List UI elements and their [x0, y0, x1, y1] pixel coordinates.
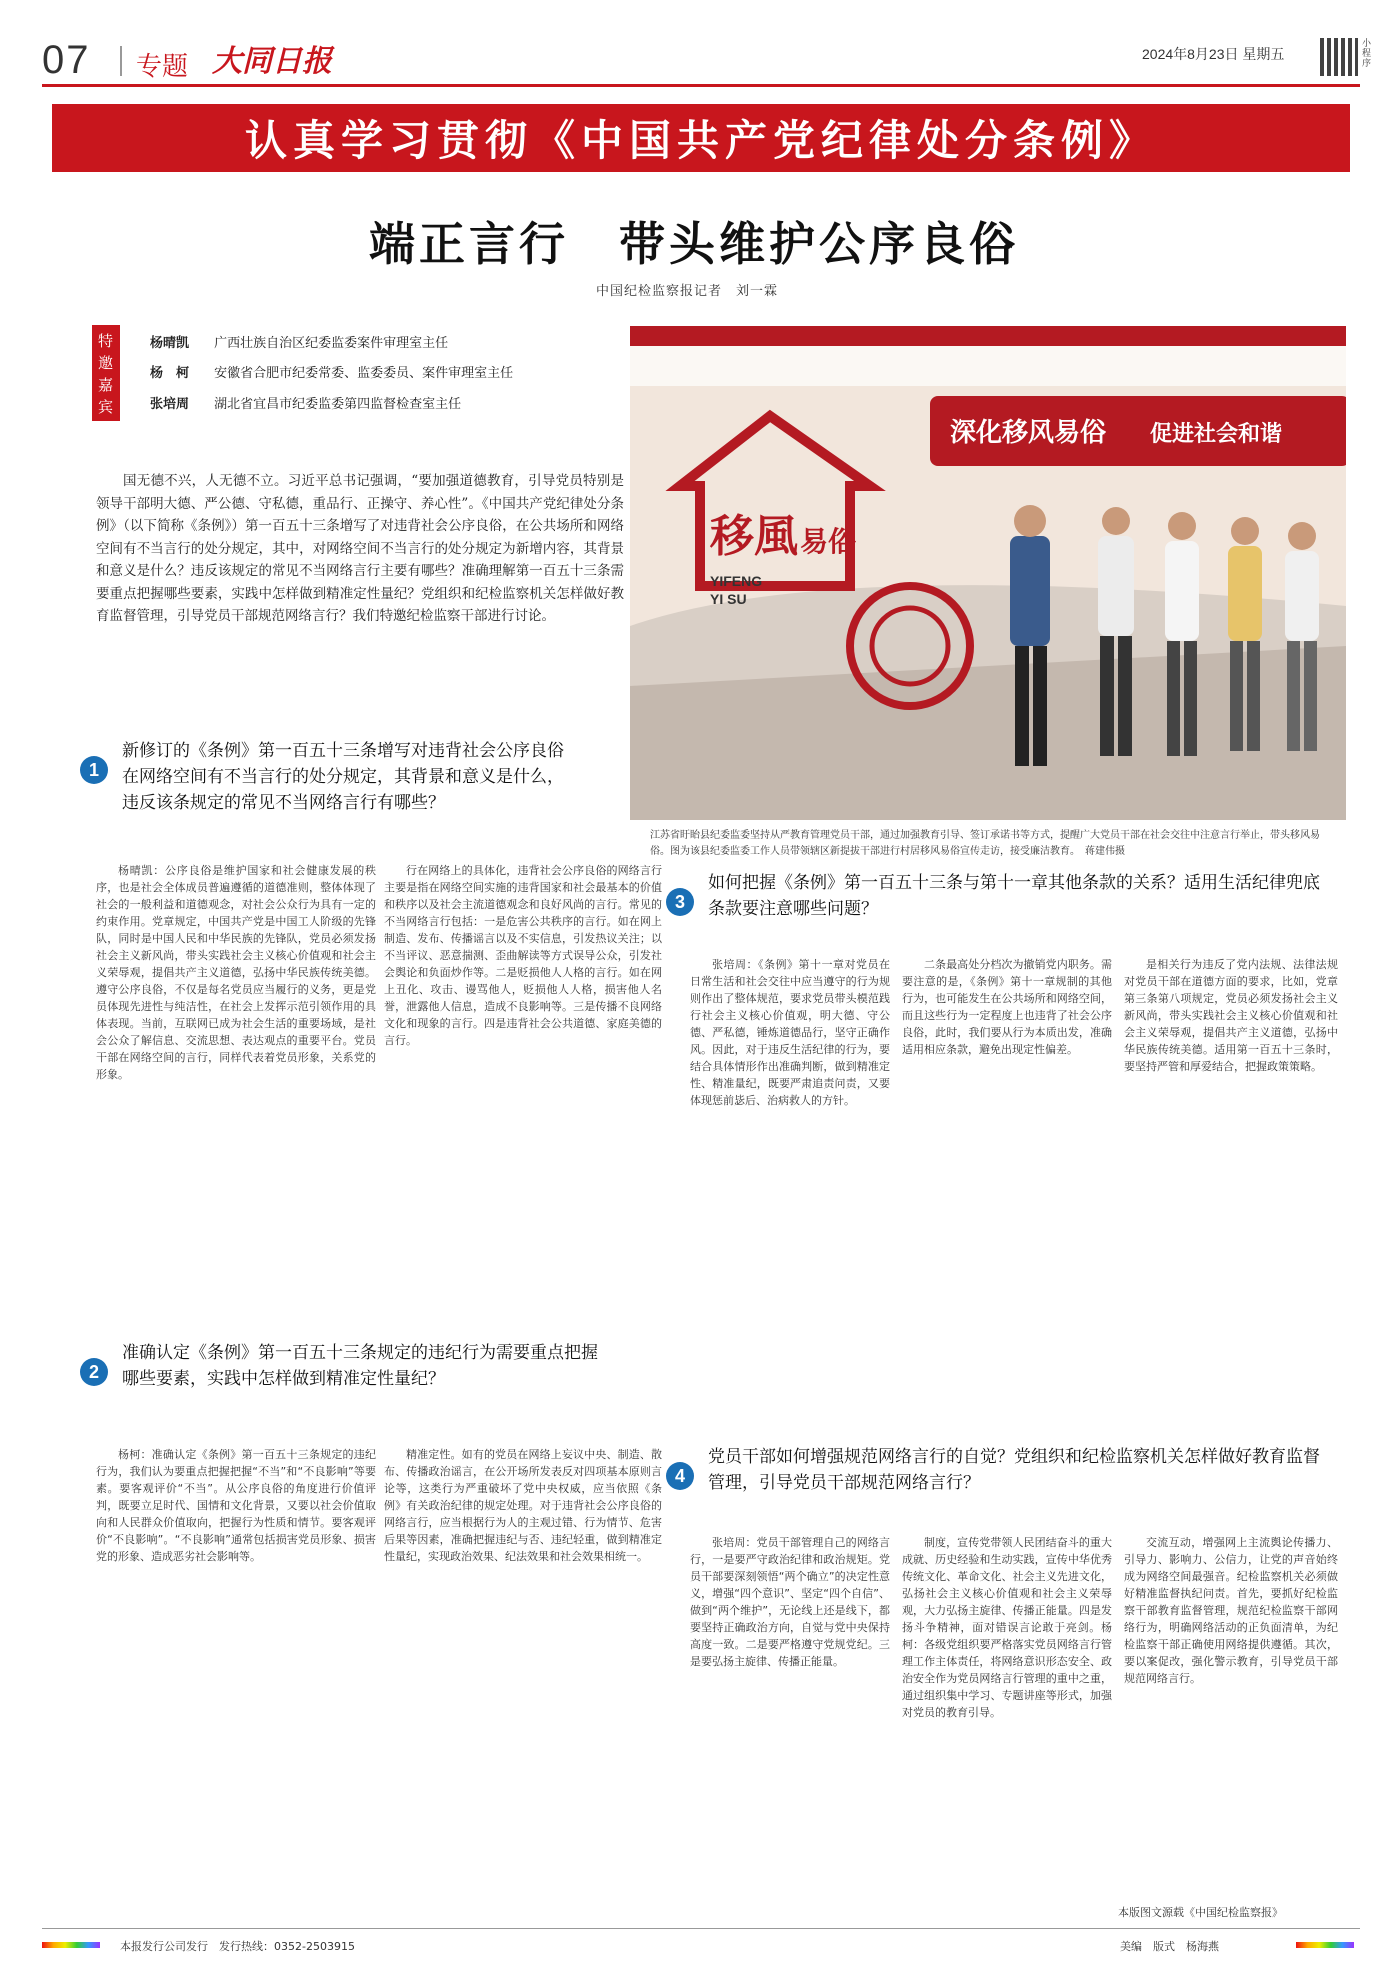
answer-column	[902, 1534, 1112, 1894]
photo-illustration	[630, 326, 1346, 820]
footer-rule	[42, 1928, 1360, 1929]
answer-paragraph: 张培周：《条例》第十一章对党员在日常生活和社会交往中应当遵守的行为规则作出了整体规范，要求党员带头模范践行社会主义核心价值观，明大德、守公德、严私德，锤炼道德品行，坚守正确作风。因此，对于违反生活纪律的行为，要结合具体情形作出准确判断，做到精准定性、精准量纪，既要严肃追责问责，又要体现惩前毖后、治病救人的方针。	[690, 958, 890, 1107]
question-number: 2	[80, 1358, 108, 1386]
question-number: 3	[666, 888, 694, 916]
guest-name: 杨 柯	[150, 366, 190, 381]
question-text: 如何把握《条例》第一百五十三条与第十一章其他条款的关系？适用生活纪律兜底条款要注意哪些问题？	[708, 873, 1320, 919]
guests-label: 特邀嘉宾	[92, 325, 120, 421]
answer-paragraph: 交流互动，增强网上主流舆论传播力、引导力、影响力、公信力，让党的声音始终成为网络空间最强音。纪检监察机关必须做好精准监督执纪问责。首先，要抓好纪检监察干部教育监督管理，规范纪检监察干部网络行为，明确网络活动的正负面清单，为纪检监察干部正确使用网络提供遵循。其次，要以案促改，强化警示教育，引导党员干部规范网络言行。	[1124, 1536, 1338, 1685]
photo-sign-text: 促进社会和谐	[1150, 422, 1283, 447]
photo-caption: 江苏省盱眙县纪委监委坚持从严教育管理党员干部，通过加强教育引导、签订承诺书等方式，提醒广大党员干部在社会交往中注意言行举止，带头移风易俗。图为该县纪委监委工作人员带领辖区新提拔干部进行村居移风易俗宣传走访，接受廉洁教育。 蒋建伟摄	[650, 830, 1320, 857]
question-text: 党员干部如何增强规范网络言行的自觉？党组织和纪检监察机关怎样做好教育监督管理，引导党员干部规范网络言行？	[708, 1447, 1320, 1493]
footer-left: 本报发行公司发行 发行热线：0352-2503915	[120, 1940, 355, 1953]
question-number: 1	[80, 756, 108, 784]
question-1	[80, 738, 580, 816]
answer-column	[96, 862, 376, 1308]
color-bar-right	[1296, 1942, 1354, 1948]
answer-paragraph: 制度，宣传党带领人民团结奋斗的重大成就、历史经验和生动实践，宣传中华优秀传统文化、革命文化、社会主义先进文化，弘扬社会主义核心价值观和社会主义荣辱观，大力弘扬主旋律、传播正能量。四是发扬斗争精神，面对错误言论敢于亮剑。杨柯：各级党组织要严格落实党员网络言行管理工作主体责任，将网络意识形态安全、政治安全作为党员网络言行管理的重中之重，通过组织集中学习、专题讲座等形式，加强对党员的教育引导。	[902, 1536, 1112, 1719]
photo-sign-text: 深化移风易俗	[950, 418, 1107, 448]
answer-column	[96, 1446, 376, 1906]
article-title: 端正言行 带头维护公序良俗	[369, 217, 1019, 271]
footer-right: 美编 版式 杨海燕	[1120, 1940, 1219, 1953]
question-3	[666, 870, 1326, 922]
guest-row	[150, 362, 513, 381]
question-4	[666, 1444, 1326, 1496]
qr-label: 小程序	[1362, 38, 1372, 68]
color-bar-left	[42, 1942, 100, 1948]
issue-date: 2024年8月23日 星期五	[1142, 46, 1285, 62]
article-photo	[630, 326, 1346, 820]
guest-name: 张培周	[150, 397, 190, 412]
answer-column	[384, 862, 662, 1282]
question-text: 准确认定《条例》第一百五十三条规定的违纪行为需要重点把握哪些要素，实践中怎样做到精准定性量纪？	[122, 1343, 598, 1389]
guest-name: 杨晴凯	[150, 336, 190, 351]
guest-row	[150, 393, 461, 412]
answer-paragraph: 是相关行为违反了党内法规、法律法规对党员干部在道德方面的要求，比如，党章第三条第八项规定，党员必须发扬社会主义新风尚，带头实践社会主义核心价值观和社会主义荣辱观，提倡共产主义道德，弘扬中华民族传统美德。适用第一百五十三条时，要坚持严管和厚爱结合，把握政策策略。	[1124, 958, 1338, 1073]
answer-column	[690, 1534, 890, 1894]
question-text: 新修订的《条例》第一百五十三条增写对违背社会公序良俗在网络空间有不当言行的处分规定，其背景和意义是什么，违反该条规定的常见不当网络言行有哪些？	[122, 741, 564, 813]
header-divider	[120, 46, 122, 76]
answer-column	[384, 1446, 662, 1906]
photo-sign-text: YI SU	[710, 591, 747, 607]
answer-paragraph: 二条最高处分档次为撤销党内职务。需要注意的是，《条例》第十一章规制的其他行为，也可能发生在公共场所和网络空间，而且这些行为一定程度上也违背了社会公序良俗，此时，我们要从行为本质出发，准确适用相应条款，避免出现定性偏差。	[902, 958, 1112, 1056]
answer-column	[1124, 1534, 1338, 1894]
qr-code-icon[interactable]	[1320, 38, 1358, 76]
source-note: 本版图文源载《中国纪检监察报》	[1118, 1906, 1283, 1919]
intro-paragraph: 国无德不兴，人无德不立。习近平总书记强调，“要加强道德教育，引导党员特别是领导干部明大德、严公德、守私德，重品行、正操守、养心性”。《中国共产党纪律处分条例》（以下简称《条例》）第一百五十三条增写了对违背社会公序良俗，在公共场所和网络空间有不当言行的处分规定，其中，对网络空间不当言行的处分规定为新增内容，其背景和意义是什么？违反该规定的常见不当网络言行主要有哪些？准确理解第一百五十三条需要重点把握哪些要素，实践中怎样做到精准定性量纪？党组织和纪检监察机关怎样做好教育监督管理，引导党员干部规范网络言行？我们特邀纪检监察干部进行讨论。	[96, 473, 624, 624]
answer-paragraph: 杨柯：准确认定《条例》第一百五十三条规定的违纪行为，我们认为要重点把握把握“不当”和“不良影响”等要素。要客观评价“不当”。从公序良俗的角度进行价值评判，既要立足时代、国情和文化背景，又要以社会价值取向和人民群众价值取向，把握行为性质和情节。要客观评价“不良影响”。“不良影响”通常包括损害党员形象、损害党的形象、造成恶劣社会影响等。	[96, 1448, 376, 1563]
guest-role: 湖北省宜昌市纪委监委第四监督检查室主任	[214, 397, 462, 412]
answer-paragraph: 杨晴凯：公序良俗是维护国家和社会健康发展的秩序，也是社会全体成员普遍遵循的道德准则，整体体现了社会的一般利益和道德观念，对社会公众行为具有一定的约束作用。党章规定，中国共产党是中国工人阶级的先锋队，同时是中国人民和中华民族的先锋队，党员必须发扬社会主义新风尚，带头实践社会主义核心价值观和社会主义荣辱观，提倡共产主义道德，弘扬中华民族传统美德。遵守公序良俗，不仅是每名党员应当履行的义务，更是党员体现先进性与纯洁性，在社会上发挥示范引领作用的具体表现。当前，互联网已成为社会生活的重要场域，是社会公众了解信息、交流思想、表达观点的重要平台。党员干部在网络空间的言行，同样代表着党员形象，关系党的形象。	[96, 864, 376, 1081]
answer-column	[690, 956, 890, 1376]
photo-sign-text: 易俗	[800, 525, 857, 558]
question-number: 4	[666, 1462, 694, 1490]
page-number: 07	[42, 38, 91, 82]
photo-sign-text: 移風	[710, 511, 798, 562]
answer-column	[1124, 956, 1338, 1376]
section-name: 专题	[136, 51, 189, 81]
newspaper-logo: 大同日报	[212, 44, 332, 79]
topic-banner: 认真学习贯彻《中国共产党纪律处分条例》	[52, 104, 1350, 172]
answer-paragraph: 张培周：党员干部管理自己的网络言行，一是要严守政治纪律和政治规矩。党员干部要深刻领悟“两个确立”的决定性意义，增强“四个意识”、坚定“四个自信”、做到“两个维护”，无论线上还是线下，都要坚持正确政治方向，自觉与党中央保持高度一致。二是要严格遵守党规党纪。三是要弘扬主旋律、传播正能量。	[690, 1536, 890, 1668]
answer-paragraph: 行在网络上的具体化，违背社会公序良俗的网络言行主要是指在网络空间实施的违背国家和社会最基本的价值和秩序以及社会主流道德观念和良好风尚的言行。常见的不当网络言行包括：一是危害公共秩序的言行。如在网上制造、发布、传播谣言以及不实信息，引发热议关注；以不当评议、恶意揣测、歪曲解读等方式误导公众，引发社会舆论和负面炒作等。二是贬损他人人格的言行。如在网上丑化、攻击、谩骂他人，贬损他人人格，损害他人名誉，泄露他人信息，造成不良影响等。三是传播不良网络文化和现象的言行。四是违背社会公共道德、家庭美德的言行。	[384, 864, 662, 1047]
guest-role: 安徽省合肥市纪委常委、监委委员、案件审理室主任	[214, 366, 514, 381]
guest-row	[150, 332, 448, 351]
question-2	[80, 1340, 600, 1392]
guest-role: 广西壮族自治区纪委监委案件审理室主任	[214, 336, 449, 351]
byline: 中国纪检监察报记者 刘一霖	[596, 284, 779, 299]
answer-paragraph: 精准定性。如有的党员在网络上妄议中央、制造、散布、传播政治谣言，在公开场所发表反对四项基本原则言论等，这类行为严重破坏了党中央权威，应当依照《条例》有关政治纪律的规定处理。对于违背社会公序良俗的网络言行，应当根据行为人的主观过错、行为情节、危害后果等因素，准确把握违纪与否、违纪轻重，做到精准定性量纪，实现政治效果、纪法效果和社会效果相统一。	[384, 1448, 662, 1563]
photo-sign-text: YIFENG	[710, 573, 763, 589]
answer-column	[902, 956, 1112, 1376]
header-rule	[42, 84, 1360, 87]
